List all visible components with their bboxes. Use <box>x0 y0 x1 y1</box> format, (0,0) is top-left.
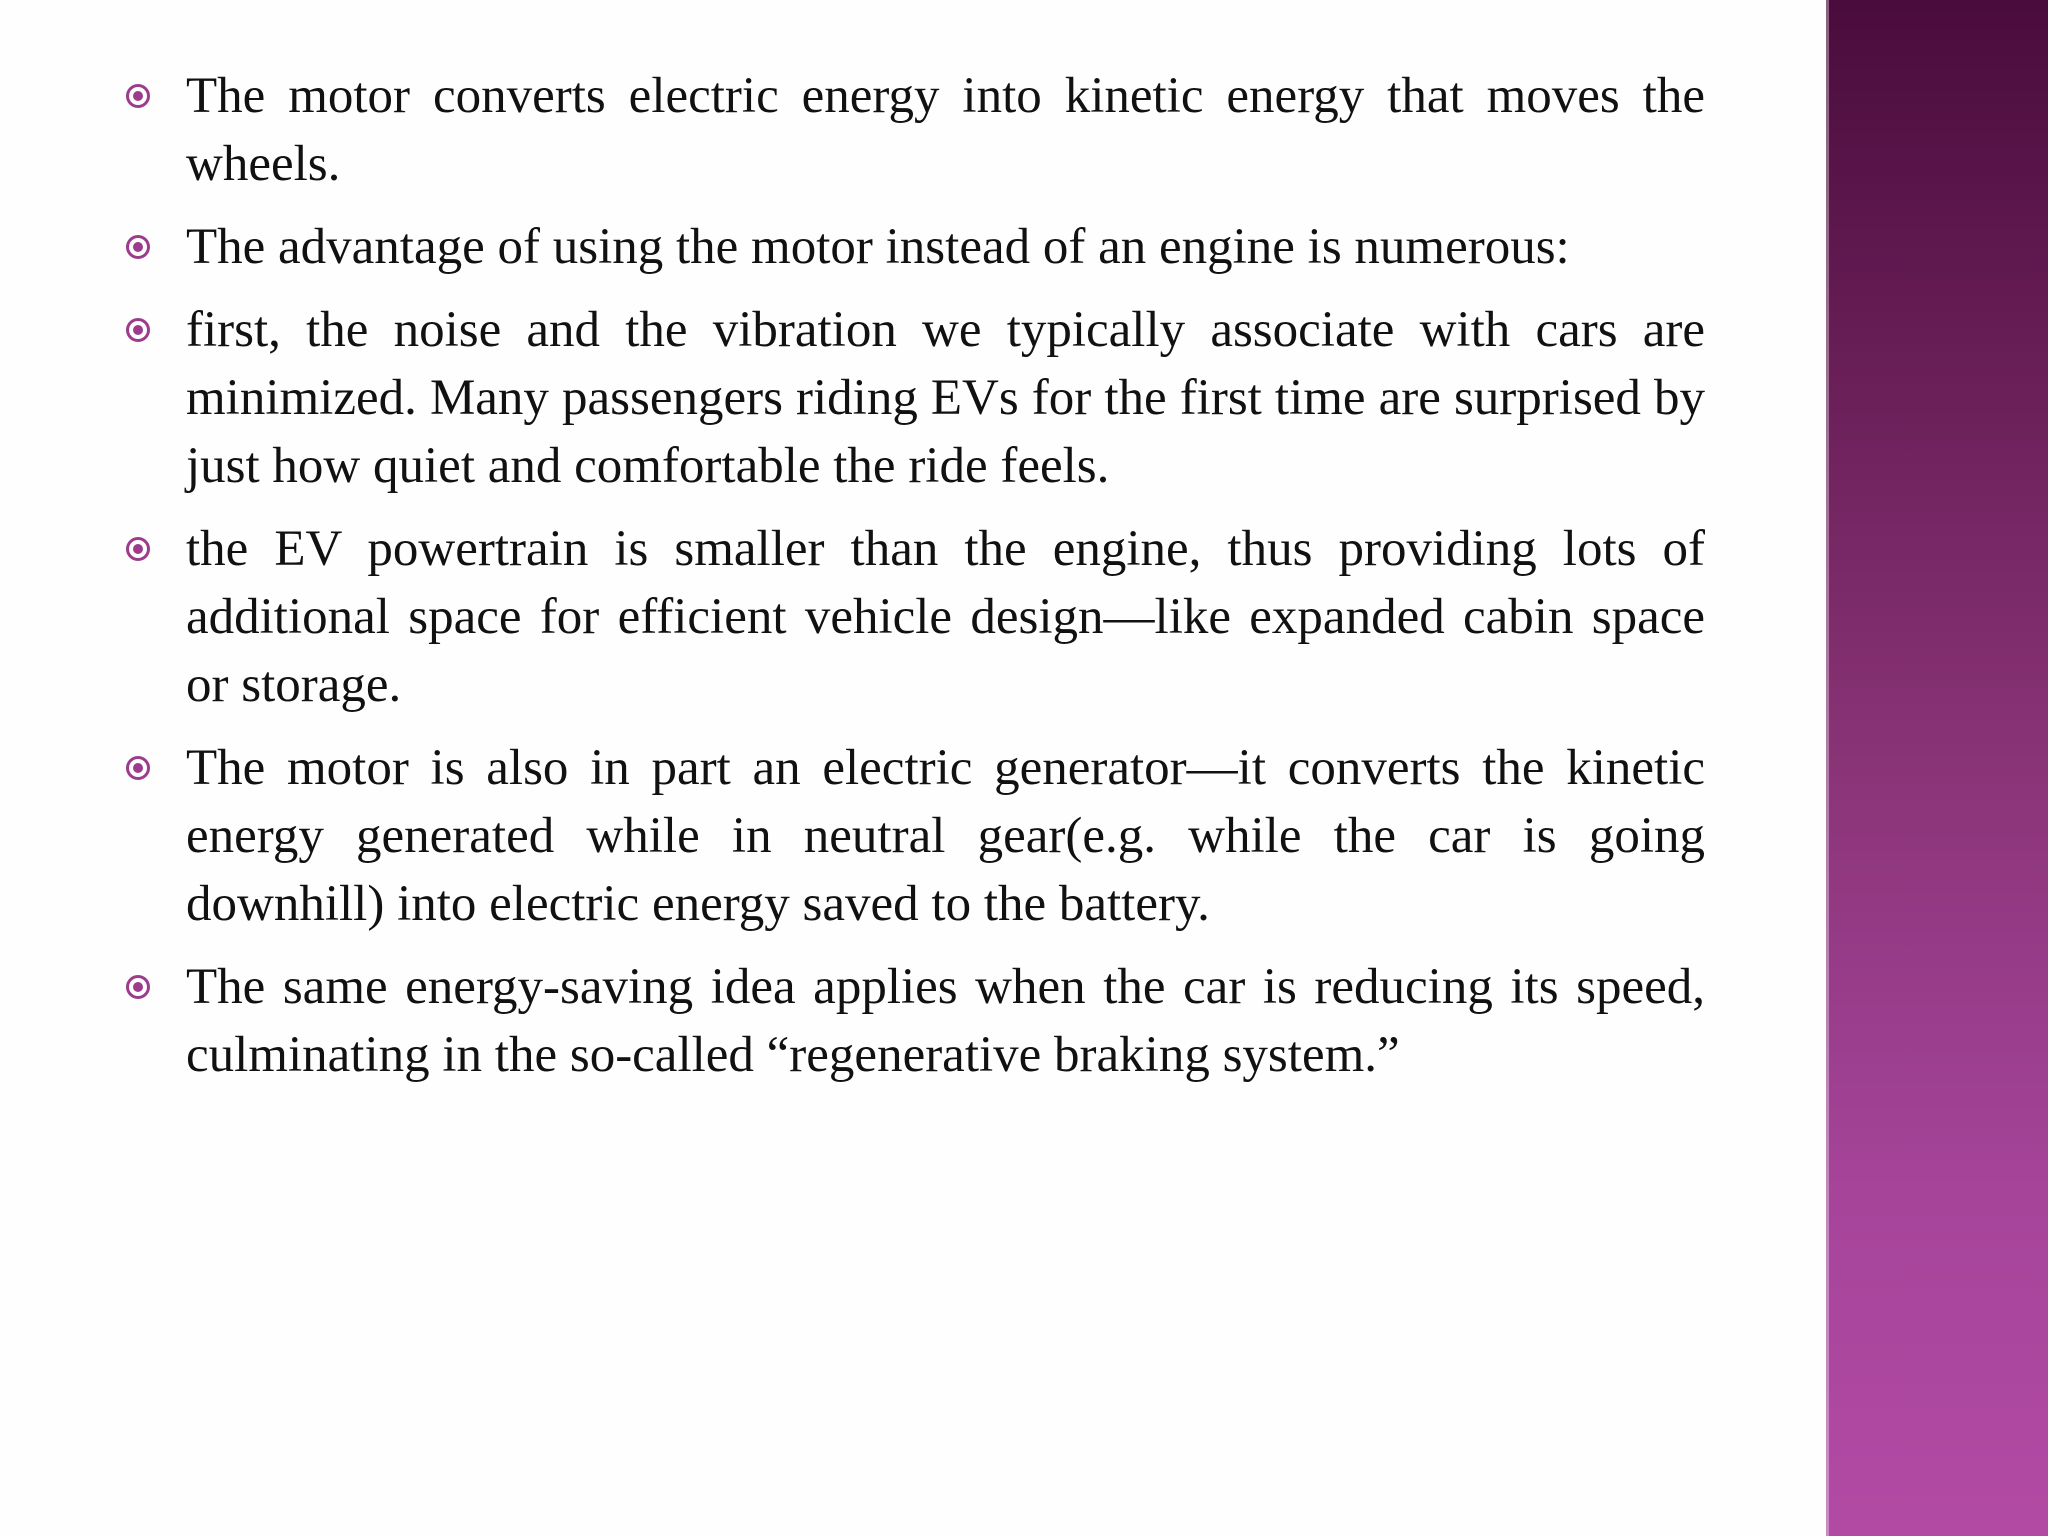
bullet-item-5 <box>120 734 1705 938</box>
slide-content <box>120 62 1705 1104</box>
target-bullet-icon <box>126 235 150 259</box>
bullet-text-6: The same energy-saving idea applies when the car is reducing its speed, culminating in the so-called “regenerative braking system.” <box>186 959 1705 1083</box>
bullet-text-2: The advantage of using the motor instead of an engine is numerous: <box>186 219 1570 275</box>
bullet-item-1 <box>120 62 1705 198</box>
target-bullet-icon <box>126 975 150 999</box>
bullet-text-4: the EV powertrain is smaller than the engine, thus providing lots of additional space for efficient vehicle design—like expanded cabin space or storage. <box>186 521 1705 713</box>
bullet-item-6 <box>120 953 1705 1089</box>
target-bullet-icon <box>126 537 150 561</box>
target-bullet-icon <box>126 84 150 108</box>
bullet-text-5: The motor is also in part an electric generator—it converts the kinetic energy generated while in neutral gear(e.g. while the car is going downhill) into electric energy saved to the battery. <box>186 740 1705 932</box>
bullet-item-4 <box>120 515 1705 719</box>
target-bullet-icon <box>126 756 150 780</box>
decorative-side-band <box>1826 0 2048 1536</box>
bullet-text-3: first, the noise and the vibration we typically associate with cars are minimized. Many passengers riding EVs for the first time are surprised by just how quiet and comfortable the ride feels. <box>186 302 1705 494</box>
bullet-item-2 <box>120 213 1705 281</box>
bullet-item-3 <box>120 296 1705 500</box>
target-bullet-icon <box>126 318 150 342</box>
bullet-list <box>120 62 1705 1089</box>
bullet-text-1: The motor converts electric energy into kinetic energy that moves the wheels. <box>186 68 1705 192</box>
